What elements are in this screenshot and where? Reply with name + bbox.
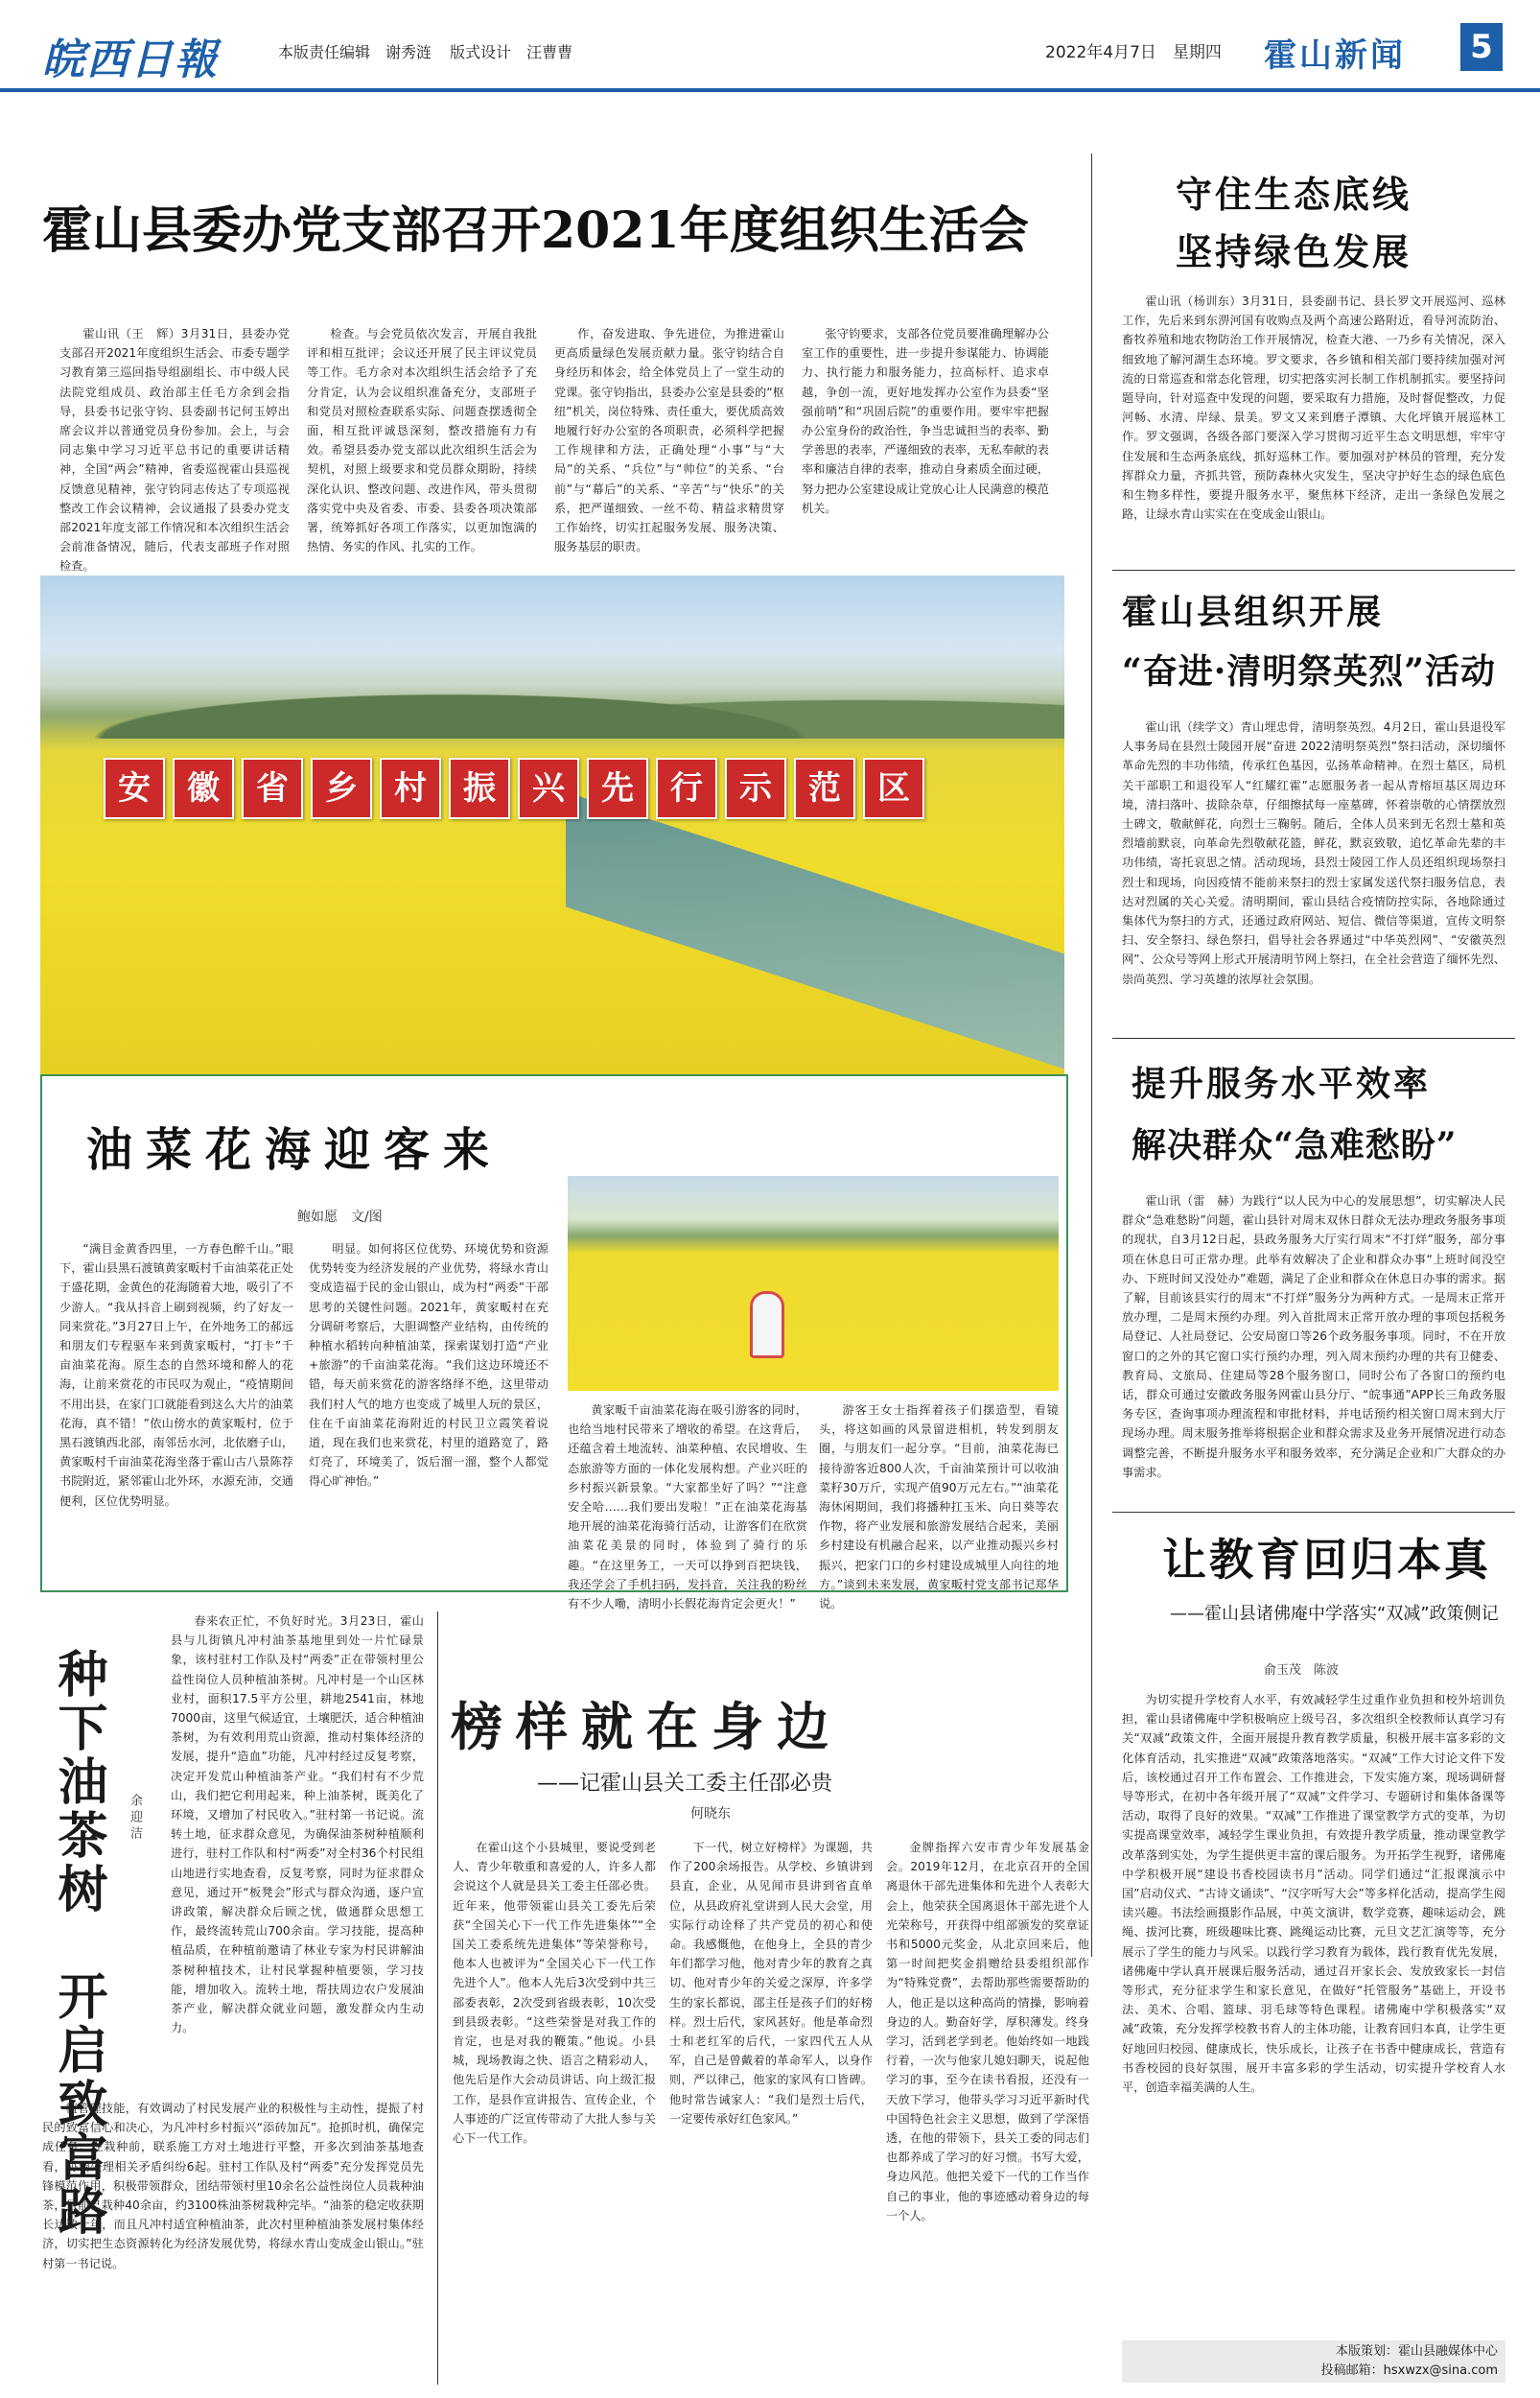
feature-col-1: “满目金黄香四里，一方春色醉千山。”眼下，霍山县黑石渡镇黄家畈村千亩油菜花正处于盛花期，金黄色的花海随着大地，吸引了不少游人。“我从抖音上刷到视频，约了好友一同来赏花。”3月27日上午，在外地务工的郝远和朋友们专程驱车来到黄家畈村，“打卡”千亩油菜花海。原生态的自然环境和醉人的花海，让前来赏花的市民叹为观止，“疫情期间不用出县，在家门口就能看到这么大片的油菜花海，真不错！”依山傍水的黄家畈村，位于黑石渡镇西北部，南邻岳水河，北依磨子山，黄家畈村千亩油菜花海坐落于霍山古八景陈荐书院附近，紧邻霍山北外环，水源充沛，交通便利，区位优势明显。	[59, 1242, 293, 1508]
feature-col-4: 游客王女士指挥着孩子们摆造型，看镜头，将这如画的风景留进相机，转发到朋友圈，与朋友们一起分享。“目前，油菜花海已接待游客近800人次，千亩油菜预计可以收油菜籽30万斤，实现产值90万元左右。”“油菜花海休闲期间，我们将播种扛玉米、向日葵等农作物，将产业发展和旅游发展结合起来，美丽乡村建设有机融合起来，以产业推动振兴乡村振兴，把家门口的乡村建设成城里人向往的地方。”谈到未来发展，黄家畈村党支部书记郑华说。	[819, 1403, 1059, 1611]
eco-headline-1: 守住生态底线	[1176, 173, 1412, 216]
editor-name: 本版责任编辑 谢秀涟	[278, 43, 432, 61]
banner-char: 范	[794, 758, 855, 819]
banner-char: 兴	[518, 758, 579, 819]
page-number: 5	[1460, 23, 1503, 71]
divider	[1112, 1512, 1515, 1513]
lead-col-2: 检查。与会党员依次发言，开展自我批评和相互批评；会议还开展了民主评议党员等工作。毛方余对本次组织生活会给予了充分肯定，认为会议组织准备充分，支部班子和党员对照检查联系实际、问题查摆透彻全面，相互批评诚恳深刻，整改措施有力有效。希望县委办党支部以此次组织生活会为契机，对照上级要求和党员群众期盼，持续深化认识、整改问题、改进作风，带头贯彻落实党中央及省委、市委、县委各项决策部署，统筹抓好各项工作落实，以更加饱满的热情、务实的作风、扎实的工作。	[307, 327, 537, 554]
oil-tea-author: 余迎洁	[128, 1794, 142, 1843]
eco-headline-2: 坚持绿色发展	[1176, 230, 1412, 273]
memorial-headline-2: “奋进·清明祭英烈”活动	[1122, 651, 1496, 692]
footer-credits	[1122, 2340, 1505, 2383]
memorial-body: 霍山讯（续学文）青山埋忠骨，清明祭英烈。4月2日，霍山县退役军人事务局在县烈士陵园开展“奋进 2022清明祭英烈”祭扫活动，深切缅怀革命先烈的丰功伟绩，传承红色基因，弘扬革命精神。在烈士墓区，局机关干部职工和退役军人“红耀红霍”志愿服务者一起从青榕垣基区周边环境，清扫落叶、拔除杂草，仔细擦拭每一座墓碑，怀着崇敬的心情摆放烈士碑文，敬献鲜花，向烈士三鞠躬。随后，全体人员来到无名烈士墓和英烈墙前默哀，向革命先烈敬献花篮，鲜花，默哀致敬，追忆革命先辈的丰功伟绩，寄托哀思之情。活动现场，县烈士陵园工作人员还组织现场祭扫烈士和现场，向因疫情不能前来祭扫的烈士家属发送代祭扫服务信息，表达对烈属的关心关爱。清明期间，霍山县结合疫情防控实际，各地除通过集体代为祭扫的方式，还通过政府网站、短信、微信等渠道，宣传文明祭扫、安全祭扫、绿色祭扫，倡导社会各界通过“中华英烈网”、“安徽英烈网”、公众号等网上形式开展清明节网上祭扫，在全社会营造了缅怀先烈、崇尚英烈、学习英雄的浓厚社会氛围。	[1122, 720, 1505, 986]
banner-char: 省	[242, 758, 303, 819]
model-headline: 榜样就在身边	[451, 1696, 842, 1757]
feature-author: 鲍如愿 文/图	[297, 1210, 383, 1225]
feature-col-3: 黄家畈千亩油菜花海在吸引游客的同时，也给当地村民带来了增收的希望。在这背后，还蕴含着土地流转、油菜种植、农民增收、生态旅游等方面的一体化发展构想。产业兴旺的乡村振兴新景象。“大家都坐好了吗？”“注意安全哈……我们要出发啦！”正在油菜花海基地开展的油菜花海骑行活动，让游客们在欣赏油菜花美景的同时，体验到了骑行的乐趣。“在这里务工，一天可以挣到百把块钱，我还学会了手机扫码，发抖音，关注我的粉丝有不少人嘞，清明小长假花海肯定会更火！”	[568, 1403, 807, 1611]
model-col-1: 在霍山这个小县城里，要说受到老人、青少年敬重和喜爱的人，许多人都会说这个人就是县关工委主任邵必贵。近年来，他带领霍山县关工委先后荣获“全国关心下一代工作先进集体”“全国关工委系统先进集体”等荣誉称号，他本人也被评为“全国关心下一代工作先进个人”。他本人先后3次受到中共三部委表彰，2次受到省级表彰，10次受到县级表彰。“这些荣誉是对我工作的肯定，也是对我的鞭策。”他说。小县城，现场教诲之快、语言之精彩动人，他先后是作大会动员讲话、向上级汇报工作，是县作宣讲报告、宣传企业，个人事迹的广泛宣传带动了大批人参与关心下一代工作。	[453, 1841, 656, 2146]
footer-email: 投稿邮箱：hsxwzx@sina.com	[1320, 2363, 1498, 2378]
lead-headline: 霍山县委办党支部召开2021年度组织生活会	[42, 201, 1029, 260]
banner-char: 区	[863, 758, 924, 819]
banner-char: 村	[380, 758, 441, 819]
divider	[1112, 1038, 1515, 1039]
village-banner	[104, 758, 928, 819]
service-body: 霍山讯（雷 赫）为践行“以人民为中心的发展思想”，切实解决人民群众“急难愁盼”问题，霍山县针对周末双休日群众无法办理政务服务事项的现状，自3月12日起，县政务服务大厅实行周末“不打烊”服务，部分事项在休息日可正常办理。此举有效解决了企业和群众办事“上班时间没空办、下班时间又没处办”难题，满足了企业和群众在休息日办事的需求。据了解，目前该县实行的周末“不打烊”服务分为两种方式。一是周末正常开放办理，二是周末预约办理。列入首批周末正常开放办理的事项包括税务局登记、人社局登记、公安局窗口等26个政务服务事项。同时，不在开放窗口的之外的其它窗口实行预约办理，列入周末预约办理的共有卫健委、教育局、文旅局、住建局等28个服务窗口，同时公布了各窗口的预约电话，群众可通过安徽政务服务网霍山县分厅、“皖事通”APP长三角政务服务专区，查询事项办理流程和审批材料，并电话预约相关窗口周末到大厅现场办理。周末服务推举将根据企业和群众需求及业务开展情况进行动态调整完善，不断提升服务水平和服务效率，充分满足企业和广大群众的办事需求。	[1122, 1194, 1505, 1479]
divider	[1112, 570, 1515, 571]
feature-col-2: 明显。如何将区位优势、环境优势和资源优势转变为经济发展的产业优势，将绿水青山变成造福于民的金山银山，成为村“两委”干部思考的关键性问题。2021年，黄家畈村在充分调研考察后，大胆调整产业结构，由传统的种植水稻转向种植油菜，探索谋划打造“产业+旅游”的千亩油菜花海。“我们这边环境还不错，每天前来赏花的游客络绎不绝，这里带动我们村人气的地方也变成了城里人玩的景区，住在千亩油菜花海附近的村民卫立霞笑着说道，现在我们也来赏花，村里的道路宽了，路灯亮了，环境美了，饭后溜一溜，整个人都觉得心旷神怡。”	[309, 1242, 548, 1489]
education-headline: 让教育回归本真	[1162, 1534, 1491, 1586]
column-divider	[437, 1611, 438, 2385]
editor-credits	[278, 40, 586, 62]
education-subtitle: ——霍山县诸佛庵中学落实“双减”政策侧记	[1170, 1604, 1499, 1624]
model-col-3: 金牌指挥六安市青少年发展基金会。2019年12月，在北京召开的全国离退休干部先进集体和先进个人表彰大会上，他荣获全国离退休干部先进个人光荣称号，开获得中组部颁发的奖章证书和5000元奖金，从北京回来后，他第一时间把奖金捐赠给县委组织部作为“特殊党费”，去帮助那些需要帮助的人，他正是以这种高尚的情操，影响着身边的人。勤奋好学，厚积薄发。终身学习，活到老学到老。他始终如一地践行着，一次与他家儿媳妇聊天，说起他学习的事，至今在读书看报，还没有一天放下学习，他带头学习习近平新时代中国特色社会主义思想，做到了学深悟透，在他的带领下，县关工委的同志们也都养成了学习的好习惯。书写大爱，身边风范。他把关爱下一代的工作当作自己的事业，他的事迹感动着身边的每一个人。	[886, 1841, 1089, 2222]
section-name: 霍山新闻	[1264, 36, 1406, 75]
oil-tea-headline: 种下油茶树 开启致富路	[49, 1648, 107, 2239]
eco-body: 霍山讯（杨训东）3月31日，县委副书记、县长罗文开展巡河、巡林工作，先后来到东淠河国有收购点及两个高速公路附近，看导河流防治、畜牧养殖和地农物防治工作开展情况，检查大港、一乃乡有关情况，深入细致地了解河湖生态环境。罗文要求，各乡镇和相关部门要持续加强对河流的日常巡查和常态化管理，切实把落实河长制工作机制抓实。要坚持问题导向，针对巡查中发现的问题，要采取有力措施，及时督促整改，力促河畅、水清、岸绿、景美。罗文又来到磨子潭镇、大化坪镇开展巡林工作。罗文强调，各级各部门要深入学习贯彻习近平生态文明思想，牢牢守住发展和生态两条底线，抓好巡林工作。要加强对护林员的管理，充分发挥群众力量，齐抓共管，预防森林火灾发生，坚决守护好生态的绿色底色和生物多样性，要提升服务水平，聚焦林下经济，走出一条绿色发展之路，让绿水青山实实在在变成金山银山。	[1122, 294, 1505, 522]
oil-tea-body-2: 植管理技能，有效调动了村民发展产业的积极性与主动性，提振了村民的致富信心和决心，为凡冲村乡村振兴“添砖加瓦”。抢抓时机，确保完成任务。在栽种前，联系施工方对土地进行平整，开多次到油茶基地查看，协调处理相关矛盾纠纷6起。驻村工作队及村“两委”充分发挥党员先锋模范作用，积极带领群众，团结带领村里10余名公益性岗位人员栽种油茶，目前已栽种40余亩，约3100株油茶树栽种完毕。“油茶的稳定收获期长达数十年，而且凡冲村适宜种植油茶，此次村里种植油茶发展村集体经济，切实把生态资源转化为经济发展优势，将绿水青山变成金山银山。”驻村第一书记说。	[42, 2102, 424, 2270]
model-col-2: 下一代，树立好榜样》为课题，共作了200余场报告。从学校、乡镇讲到县直，企业，从见闻市县讲到省直单位，从县政府礼堂讲到人民大会堂，用实际行动诠释了共产党员的初心和使命。我感慨他，在他身上，全县的青少年们都学习他，他对青少年的教育之真切、他对青少年的关爱之深厚，许多学生的家长都说，邵主任是孩子们的好榜样。烈士后代，家风甚好。他是革命烈士和老红军的后代，一家四代五人从军，自己是曾戴着的革命军人，以身作则，严以律己，他家的家风有口皆碑。他时常告诫家人：“我们是烈士后代，一定要传承好红色家风。”	[669, 1841, 873, 2126]
designer-name: 版式设计 汪曹曹	[450, 43, 573, 61]
lead-col-3: 作，奋发进取、争先进位，为推进霍山更高质量绿色发展贡献力量。张守钧结合自身经历和体会，给全体党员上了一堂生动的党课。张守钧指出，县委办公室是县委的“枢纽”机关，岗位特殊、责任重大，要优质高效地履行好办公室的各项职责，必须科学把握工作规律和方法，正确处理“小事”与“大局”的关系、“兵位”与“帅位”的关系、“台前”与“幕后”的关系、“辛苦”与“快乐”的关系，把严谨细致、一丝不苟、精益求精贯穿工作始终，切实扛起服务发展、服务决策、服务基层的职责。	[554, 327, 784, 554]
column-divider	[1091, 153, 1092, 1957]
banner-char: 振	[449, 758, 510, 819]
oil-tea-body: 春来农正忙，不负好时光。3月23日，霍山县与儿街镇凡冲村油茶基地里到处一片忙碌景象，该村驻村工作队及村“两委”正在带领村里公益性岗位人员种植油茶树。凡冲村是一个山区林业村，面积17.5平方公里，耕地2541亩，林地7000亩，这里气候适宜，土壤肥沃，适合种植油茶树，为有效利用荒山资源，推动村集体经济的发展，提升“造血”功能，凡冲村经过反复考察，决定开发荒山种植油茶产业。“我们村有不少荒山，我们把它利用起来，种上油茶树，既美化了环境，又增加了村民收入。”驻村第一书记说。流转土地，征求群众意见，为确保油茶树种植顺利进行，驻村工作队和村“两委”对全村36个村民组山地进行实地查看，反复考察，同时为征求群众意见，通过开“板凳会”形式与群众沟通，逐户宣讲政策，解决群众后顾之忧，做通群众思想工作，最终流转荒山700余亩。学习技能，提高种植品质，在种植前邀请了林业专家为村民讲解油茶树种植技术，让村民掌握种植要领，学习技能，增加收入。流转土地，帮扶周边农户发展油茶产业，解决群众就业问题，激发群众内生动力。	[171, 1614, 424, 2035]
lead-col-4: 张守钧要求，支部各位党员要准确理解办公室工作的重要性，进一步提升参谋能力、协调能力、执行能力和服务能力，拉高标杆、追求卓越，争创一流，更好地发挥办公室作为县委“坚强前哨”和“巩固后院”的重要作用。要牢牢把握办公室身份的政治性，争当忠诚担当的表率、勤学善思的表率，严谨细致的表率，无私奉献的表率和廉洁自律的表率，推动自身素质全面过硬，努力把办公室建设成让党放心让人民满意的模范机关。	[802, 327, 1049, 515]
photo-visitor-figure	[750, 1291, 784, 1358]
banner-char: 示	[725, 758, 786, 819]
newspaper-logo: 皖西日報	[42, 35, 219, 84]
feature-headline: 油菜花海迎客来	[86, 1123, 503, 1177]
banner-char: 安	[104, 758, 165, 819]
model-subtitle: ——记霍山县关工委主任邵必贵	[537, 1772, 833, 1796]
education-body: 为切实提升学校育人水平，有效减轻学生过重作业负担和校外培训负担，霍山县诸佛庵中学积极响应上级号召，多次组织全校教师认真学习有关“双减”政策文件，全面开展提升教育教学质量，积极开展丰富多彩的文化体育活动，扎实推进“双减”政策落地落实。“双减”工作大讨论文件下发后，该校通过召开工作布置会、工作推进会，下发实施方案，现场调研督导等形式，在初中各年级开展了“双减”文件学习、专题研讨和集体备课等活动，取得了良好的效果。“双减”工作推进了课堂教学方式的变革，为切实提高课堂效率，减轻学生课业负担，有效提升教学质量，推动课堂教学改革落到实处，为学生提供更丰富的课后服务。为开拓学生视野，诸佛庵中学积极开展“建设书香校园读书月”活动。同学们通过“汇报课演示中国”启动仪式、“古诗文诵读”、“汉字听写大会”等多样化活动，提高学生阅读兴趣。书法绘画摄影作品展，中英文演讲，数学竞赛，趣味运动会，跳绳、拔河比赛，班级趣味比赛、跳绳运动比赛，元旦文艺汇演等等，充分展示了学生的能力与风采。以践行学习教育为载体，践行教育优先发展，诸佛庵中学认真开展课后服务活动，通过召开家长会、发放致家长一封信等形式，充分征求学生和家长意见，在做好“托管服务”基础上，开设书法、美术、合唱、篮球、羽毛球等特色课程。诸佛庵中学积极落实“双减”政策，充分发挥学校教书育人的主体功能，让教育回归本真，让学生更好地回归校园、健康成长，快乐成长，让孩子在书香中健康成长，营造有书香校园的良好氛围，展开丰富多彩的学生活动，切实提升学校育人水平，创造幸福美满的人生。	[1122, 1693, 1505, 2095]
service-headline-1: 提升服务水平效率	[1132, 1064, 1432, 1104]
issue-date: 2022年4月7日 星期四	[1045, 43, 1222, 62]
banner-char: 徽	[173, 758, 234, 819]
lead-col-1: 霍山讯（王 辉）3月31日，县委办党支部召开2021年度组织生活会、市委专题学习教育第三巡回指导组副组长、市中级人民法院党组成员、政治部主任毛方余到会指导，县委书记张守钧、县委副书记何玉婷出席会议并以普通党员身份参加。会上，与会同志集中学习习近平总书记的重要讲话精神，全国“两会”精神，省委巡视霍山县巡视反馈意见精神，张守钧同志传达了专项巡视整改工作会议精神，会议通报了县委办党支部2021年度支部工作情况和本次组织生活会会前准备情况，随后，代表支部班子作对照检查。	[59, 327, 290, 574]
photo-hills	[40, 662, 1064, 739]
visitor-photo	[568, 1176, 1059, 1391]
banner-char: 行	[656, 758, 717, 819]
service-headline-2: 解决群众“急难愁盼”	[1132, 1125, 1458, 1165]
banner-char: 乡	[311, 758, 372, 819]
banner-char: 先	[587, 758, 648, 819]
education-author: 俞玉茂 陈波	[1264, 1663, 1340, 1678]
footer-line: 本版策划：霍山县融媒体中心	[1335, 2344, 1498, 2359]
memorial-headline-1: 霍山县组织开展	[1122, 592, 1385, 632]
model-author: 何晓东	[690, 1806, 731, 1822]
